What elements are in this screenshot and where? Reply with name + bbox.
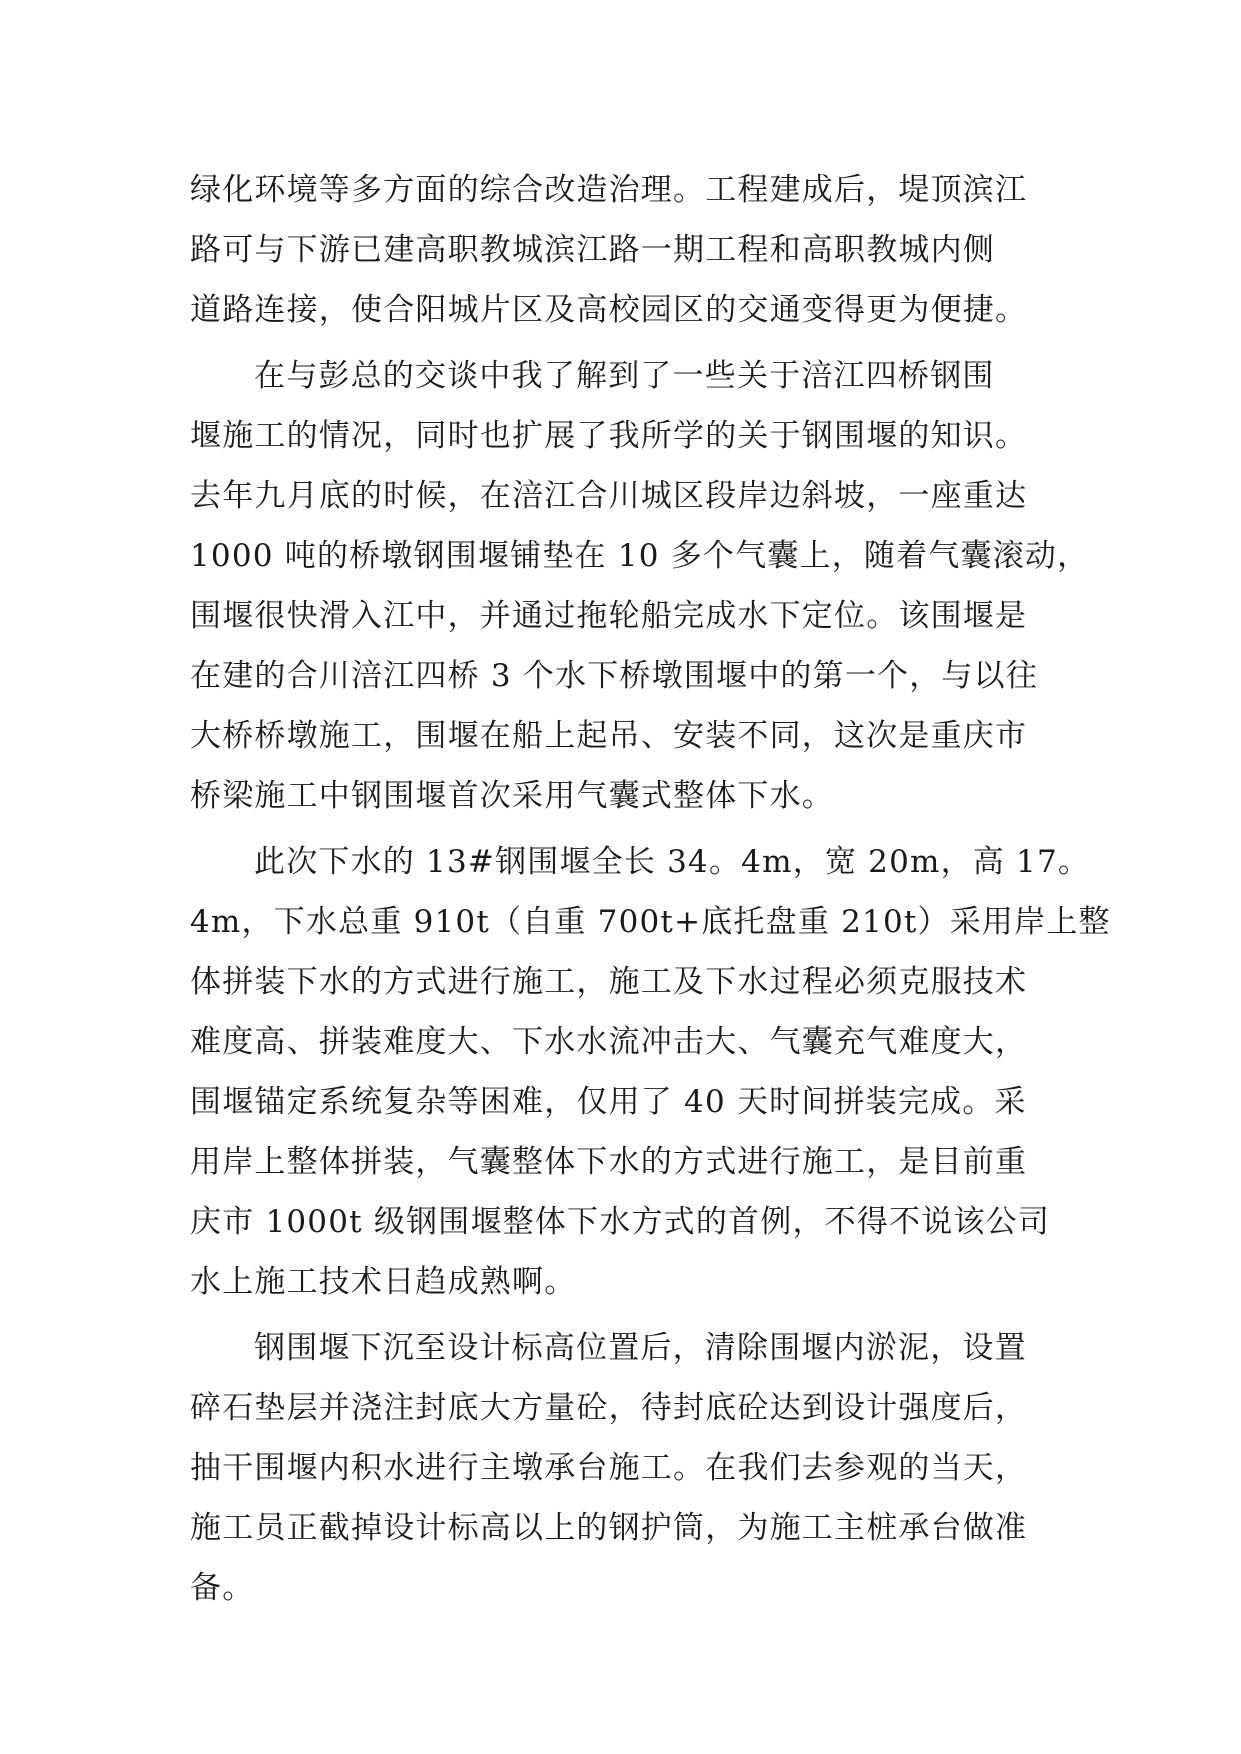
text-line: 道路连接，使合阳城片区及高校园区的交通变得更为便捷。 <box>190 292 1028 328</box>
text-line: 用岸上整体拼装，气囊整体下水的方式进行施工，是目前重 <box>190 1144 1028 1180</box>
text-line: 堰施工的情况，同时也扩展了我所学的关于钢围堰的知识。 <box>190 418 1028 454</box>
document-page <box>190 160 1111 1618</box>
text-line: 在与彭总的交谈中我了解到了一些关于涪江四桥钢围 <box>254 358 995 394</box>
text-line: 围堰锚定系统复杂等困难，仅用了 40 天时间拼装完成。采 <box>190 1084 1027 1120</box>
text-line: 施工员正截掉设计标高以上的钢护筒，为施工主桩承台做准 <box>190 1510 1028 1546</box>
text-line: 庆市 1000t 级钢围堰整体下水方式的首例，不得不说该公司 <box>190 1204 1051 1240</box>
text-line: 绿化环境等多方面的综合改造治理。工程建成后，堤顶滨江 <box>190 172 1028 208</box>
text-line: 在建的合川涪江四桥 3 个水下桥墩围堰中的第一个，与以往 <box>190 658 1039 694</box>
text-line: 1000 吨的桥墩钢围堰铺垫在 10 多个气囊上，随着气囊滚动， <box>190 538 1090 574</box>
paragraph-1 <box>190 160 1052 340</box>
text-line: 路可与下游已建高职教城滨江路一期工程和高职教城内侧 <box>190 232 995 268</box>
text-line: 难度高、拼装难度大、下水水流冲击大、气囊充气难度大， <box>190 1024 1028 1060</box>
text-line: 水上施工技术日趋成熟啊。 <box>190 1264 577 1300</box>
paragraph-4 <box>190 1318 1052 1618</box>
text-line: 体拼装下水的方式进行施工，施工及下水过程必须克服技术 <box>190 964 1028 1000</box>
text-line: 桥梁施工中钢围堰首次采用气囊式整体下水。 <box>190 778 834 814</box>
text-line: 碎石垫层并浇注封底大方量砼，待封底砼达到设计强度后， <box>190 1390 1028 1426</box>
text-line: 此次下水的 13#钢围堰全长 34。4m，宽 20m，高 17。 <box>254 844 1091 880</box>
text-line: 备。 <box>190 1570 255 1606</box>
paragraph-2 <box>190 346 1090 826</box>
text-line: 抽干围堰内积水进行主墩承台施工。在我们去参观的当天， <box>190 1450 1028 1486</box>
text-line: 大桥桥墩施工，围堰在船上起吊、安装不同，这次是重庆市 <box>190 718 1028 754</box>
text-line: 围堰很快滑入江中，并通过拖轮船完成水下定位。该围堰是 <box>190 598 1028 634</box>
paragraph-3 <box>190 832 1111 1312</box>
text-line: 4m，下水总重 910t（自重 700t+底托盘重 210t）采用岸上整 <box>190 904 1111 940</box>
text-line: 去年九月底的时候，在涪江合川城区段岸边斜坡，一座重达 <box>190 478 1028 514</box>
text-line: 钢围堰下沉至设计标高位置后，清除围堰内淤泥，设置 <box>254 1330 1027 1366</box>
